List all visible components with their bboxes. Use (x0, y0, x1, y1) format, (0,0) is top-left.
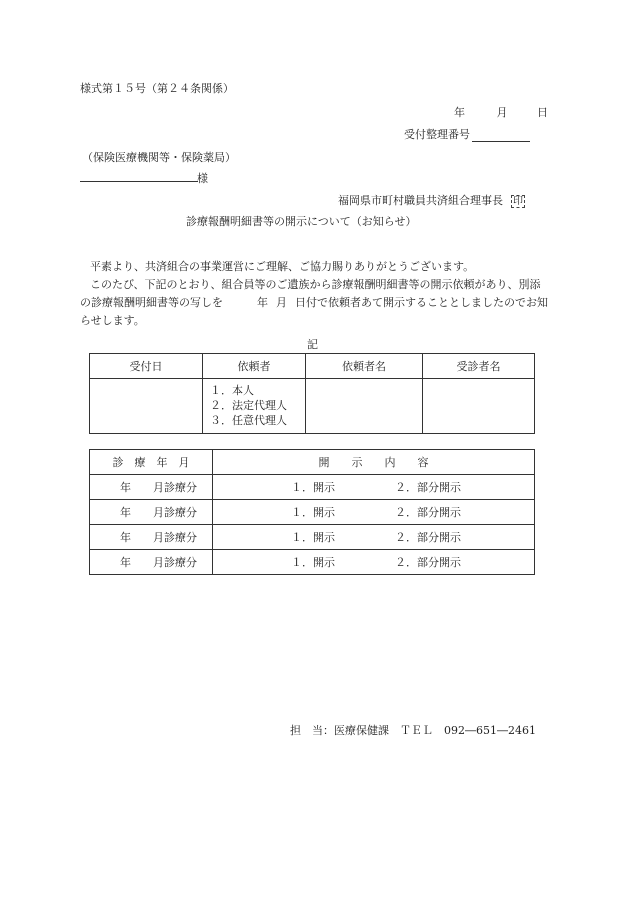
contact-info: 担 当：医療保健課 ＴＥＬ 092―651―2461 (290, 724, 536, 737)
destination-type: （保険医療機関等・保険薬局） (82, 151, 236, 164)
form-number: 様式第１５号（第２４条関係） (80, 82, 234, 95)
requester-type-legal-agent: ２．法定代理人 (210, 399, 287, 412)
requester-cell (203, 379, 306, 434)
receipt-number (404, 126, 530, 142)
body-paragraph-2 (80, 276, 550, 330)
request-table-row (90, 379, 535, 434)
header-receipt-date: 受付日 (90, 354, 203, 379)
disclosure-cell (213, 475, 535, 500)
issuer (338, 192, 525, 208)
table-row (90, 525, 535, 550)
table-row (90, 500, 535, 525)
header-disclosure-content: 開 示 内 容 (213, 450, 535, 475)
issuer-name: 福岡県市町村職員共済組合理事長 (338, 194, 503, 207)
body-year: 年 (257, 296, 268, 309)
treatment-month-cell: 年 月診療分 (90, 550, 213, 575)
treatment-month-cell: 年 月診療分 (90, 475, 213, 500)
request-table-header (90, 354, 535, 379)
option-partial-disclose: ２．部分開示 (395, 506, 461, 519)
option-disclose: １．開示 (291, 531, 335, 544)
date-year-label: 年 (454, 106, 465, 119)
disclosure-table (89, 449, 535, 575)
disclosure-cell (213, 500, 535, 525)
body-month: 月 (276, 296, 287, 309)
disclosure-table-header (90, 450, 535, 475)
requester-type-voluntary-agent: ３．任意代理人 (210, 414, 287, 427)
header-requester-name: 依頼者名 (306, 354, 423, 379)
header-requester: 依頼者 (203, 354, 306, 379)
option-disclose: １．開示 (291, 481, 335, 494)
receipt-number-blank (472, 130, 530, 142)
receipt-date-cell (90, 379, 203, 434)
patient-name-cell (423, 379, 535, 434)
date-month-label: 月 (496, 106, 508, 119)
option-partial-disclose: ２．部分開示 (395, 531, 461, 544)
body-text (80, 258, 550, 330)
table-row (90, 550, 535, 575)
disclosure-cell (213, 550, 535, 575)
body-paragraph-1: 平素より、共済組合の事業運営にご理解、ご協力賜りありがとうございます。 (90, 260, 475, 273)
date-day-label: 日 (537, 106, 548, 119)
treatment-month-cell: 年 月診療分 (90, 525, 213, 550)
option-disclose: １．開示 (291, 556, 335, 569)
receipt-number-label: 受付整理番号 (404, 128, 470, 141)
body-paragraph-2-b: 日付で依頼者あて開示することとしましたのでお知らせします。 (80, 296, 548, 327)
request-table (89, 353, 535, 434)
body-paragraph-2-a: このたび、下記のとおり、組合員等のご遺族から診療報酬明細書等の開示依頼があり、別添の診療報酬明細書等の写しを (80, 278, 541, 309)
header-treatment-month: 診 療 年 月 (90, 450, 213, 475)
table-row (90, 475, 535, 500)
treatment-month-cell: 年 月診療分 (90, 500, 213, 525)
addressee-blank-line (80, 181, 198, 182)
requester-name-cell (306, 379, 423, 434)
header-patient-name: 受診者名 (423, 354, 535, 379)
option-disclose: １．開示 (291, 506, 335, 519)
option-partial-disclose: ２．部分開示 (395, 481, 461, 494)
addressee-honorific: 様 (197, 172, 208, 185)
option-partial-disclose: ２．部分開示 (395, 556, 461, 569)
date-line (454, 104, 548, 120)
ki-heading: 記 (307, 338, 318, 351)
document-subject: 診療報酬明細書等の開示について（お知らせ） (186, 215, 417, 228)
seal-mark: 印 (513, 196, 523, 207)
requester-type-self: １．本人 (210, 384, 254, 397)
disclosure-cell (213, 525, 535, 550)
